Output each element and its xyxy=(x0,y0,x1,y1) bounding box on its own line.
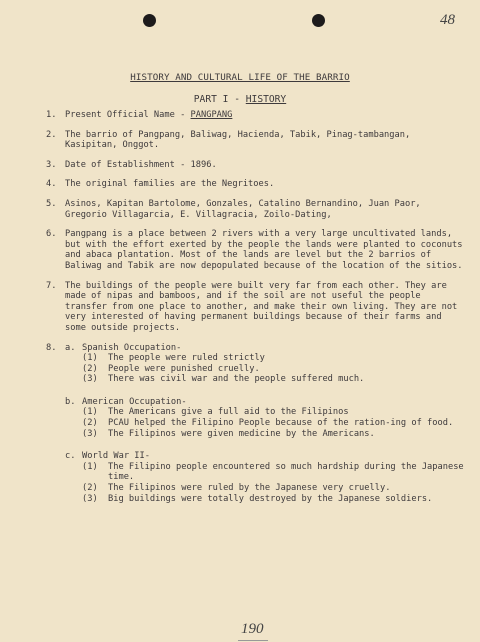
list-text: There was civil war and the people suffered much. xyxy=(108,374,365,385)
part-heading xyxy=(0,94,480,105)
item-1 xyxy=(46,110,464,121)
item-2 xyxy=(46,130,464,151)
list-item xyxy=(82,483,464,494)
list-text: Big buildings were totally destroyed by the Japanese soldiers. xyxy=(108,493,433,504)
item-text: Asinos, Kapitan Bartolome, Gonzales, Catalino Bernandino, Juan Paor, Gregorio Villagarcia, E. Villagracia, Zoilo-Dating, xyxy=(65,198,421,220)
subsection-b xyxy=(65,397,464,439)
item-text: Present Official Name - xyxy=(65,110,191,120)
subsection-a xyxy=(65,343,464,385)
item-text: Pangpang is a place between 2 rivers with a very large uncultivated lands, but with the effort exerted by the people the lands were planted to coconuts and abaca plantation. Most of the lands are level but the 2 barrios of Baliwag and Tabik are now depopulated because of the location of the sitios. xyxy=(65,229,463,271)
item-7 xyxy=(46,281,464,334)
item-5 xyxy=(46,199,464,220)
subsection-c xyxy=(65,451,464,504)
list-item xyxy=(82,364,464,375)
document-body xyxy=(46,110,464,513)
official-name: PANGPANG xyxy=(190,110,233,120)
subsection-label: b. xyxy=(65,396,76,407)
item-number: 8. xyxy=(46,342,57,353)
subsection-label: a. xyxy=(65,342,76,353)
list-number: (2) xyxy=(82,483,98,494)
item-number: 3. xyxy=(46,159,57,170)
list-item xyxy=(82,353,464,364)
item-6 xyxy=(46,229,464,271)
list-number: (3) xyxy=(82,493,98,504)
list-item xyxy=(82,494,464,505)
item-number: 2. xyxy=(46,129,57,140)
list-item xyxy=(82,429,464,440)
list-text: The Filipinos were given medicine by the Americans. xyxy=(108,428,375,439)
list-text: People were punished cruelly. xyxy=(108,363,260,374)
item-number: 6. xyxy=(46,229,57,240)
subsection-title: Spanish Occupation- xyxy=(82,342,182,353)
item-4 xyxy=(46,179,464,190)
list-text: The people were ruled strictly xyxy=(108,353,265,364)
part-label: PART I - xyxy=(193,94,246,105)
item-text: The barrio of Pangpang, Baliwag, Hacienda, Tabik, Pinag-tambangan, Kasipitan, Onggot. xyxy=(65,129,411,151)
list-item xyxy=(82,462,464,483)
list-number: (3) xyxy=(82,428,98,439)
list-number: (3) xyxy=(82,374,98,385)
punch-hole-right xyxy=(312,14,325,27)
subsection-title: World War II- xyxy=(82,451,150,462)
list-item xyxy=(82,407,464,418)
list-number: (2) xyxy=(82,418,98,429)
item-number: 1. xyxy=(46,110,57,120)
spacer xyxy=(65,385,464,395)
list-text: The Americans give a full aid to the Filipinos xyxy=(108,407,349,418)
list-text: PCAU helped the Filipino People because of the ration-ing of food. xyxy=(108,418,454,429)
item-number: 4. xyxy=(46,179,57,190)
item-text: The buildings of the people were built very far from each other. They are made of nipas and bamboos, and if the soil are not useful the people transfer from one place to another, and make their own living. They are not very interested of having permanent buildings because of their farms and some outside projects. xyxy=(65,280,458,333)
list-item xyxy=(82,374,464,385)
item-number: 5. xyxy=(46,198,57,209)
item-3 xyxy=(46,160,464,171)
footer-underline xyxy=(238,640,268,641)
list-number: (2) xyxy=(82,363,98,374)
list-item xyxy=(82,418,464,429)
item-number: 7. xyxy=(46,280,57,291)
handwritten-footer-number: 190 xyxy=(241,621,264,637)
item-text: The original families are the Negritoes. xyxy=(65,179,275,190)
document-title: HISTORY AND CULTURAL LIFE OF THE BARRIO xyxy=(130,72,350,83)
handwritten-page-number: 48 xyxy=(440,12,455,28)
punch-hole-left xyxy=(143,14,156,27)
spacer xyxy=(65,439,464,449)
list-number: (1) xyxy=(82,461,98,472)
part-name: HISTORY xyxy=(245,94,287,105)
list-text: The Filipino people encountered so much hardship during the Japanese time. xyxy=(108,461,464,483)
item-8 xyxy=(46,343,464,505)
subsection-label: c. xyxy=(65,451,76,462)
list-text: The Filipinos were ruled by the Japanese very cruelly. xyxy=(108,483,391,494)
item-text: Date of Establishment - 1896. xyxy=(65,159,217,170)
list-number: (1) xyxy=(82,353,98,364)
subsection-title: American Occupation- xyxy=(82,396,187,407)
list-number: (1) xyxy=(82,407,98,418)
